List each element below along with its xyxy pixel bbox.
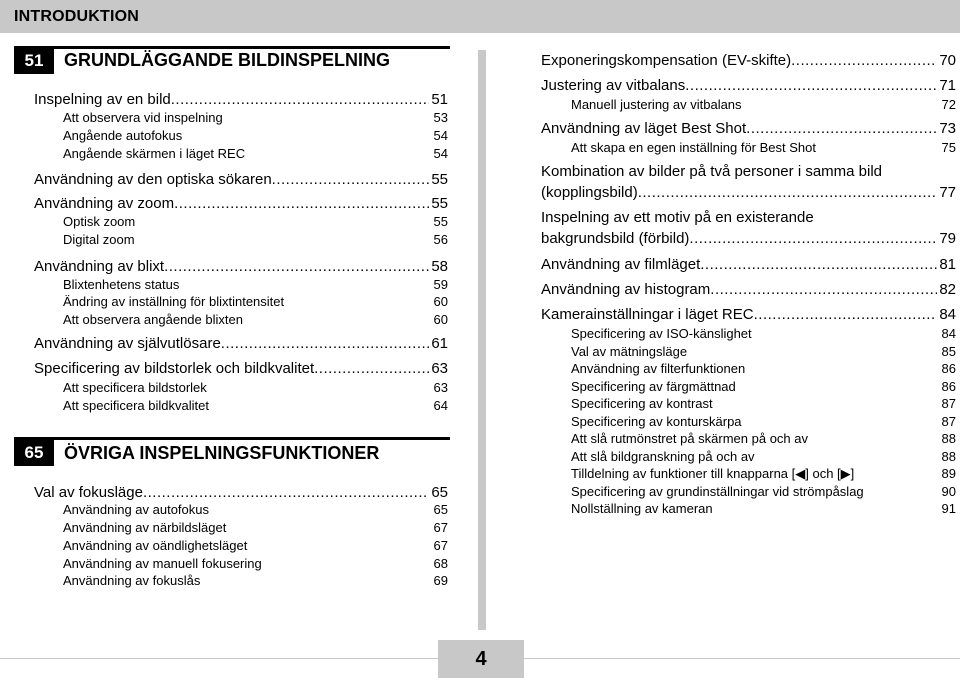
section-title: ÖVRIGA INSPELNINGSFUNKTIONER — [64, 443, 380, 463]
toc-subentry-label: Användning av manuell fokusering — [63, 556, 262, 571]
leader-dots — [174, 195, 429, 212]
toc-entry[interactable] — [34, 171, 448, 188]
leader-dots — [710, 281, 937, 298]
toc-subentry-label: Att specificera bildkvalitet — [63, 398, 209, 413]
toc-entry-page: 55 — [431, 195, 448, 212]
toc-entry-page: 55 — [431, 171, 448, 188]
toc-subentry-label: Specificering av grundinställningar vid strömpåslag — [571, 484, 864, 499]
toc-subentry-label: Specificering av ISO-känslighet — [571, 326, 752, 341]
toc-subentry[interactable] — [571, 379, 956, 394]
toc-subentry-page: 64 — [433, 398, 448, 413]
toc-entry[interactable] — [541, 281, 956, 298]
toc-subentry-page: 67 — [433, 538, 448, 553]
toc-subentry-page: 86 — [941, 379, 956, 394]
toc-subentry-label: Specificering av kontrast — [571, 396, 713, 411]
toc-subentry-page: 87 — [941, 414, 956, 429]
toc-entry[interactable] — [34, 335, 448, 352]
toc-entry-label: Användning av filmläget — [541, 256, 701, 273]
leader-dots — [685, 77, 937, 94]
toc-subentry[interactable] — [571, 449, 956, 464]
toc-subentry-page: 53 — [433, 110, 448, 125]
leader-dots — [143, 484, 429, 501]
toc-subentry-page: 88 — [941, 431, 956, 446]
toc-subentry-label: Blixtenhetens status — [63, 277, 180, 292]
toc-subentry-page: 54 — [433, 128, 448, 143]
toc-subentry[interactable] — [571, 414, 956, 429]
leader-dots — [272, 171, 430, 188]
toc-subentry-label: Att observera angående blixten — [63, 312, 243, 327]
section-number-badge: 51 — [14, 48, 54, 74]
toc-subentry-label: Ändring av inställning för blixtintensitet — [63, 294, 285, 309]
toc-entry-label: Specificering av bildstorlek och bildkvalitet — [34, 360, 315, 377]
toc-subentry[interactable] — [63, 294, 448, 309]
toc-entry-first-line: Inspelning av ett motiv på en existerande — [541, 209, 814, 226]
toc-subentry[interactable] — [571, 97, 956, 112]
leader-dots — [689, 230, 937, 247]
toc-entry-page: 65 — [431, 484, 448, 501]
toc-subentry-label: Användning av närbildsläget — [63, 520, 227, 535]
toc-subentry-page: 69 — [433, 573, 448, 588]
toc-entry-page: 61 — [431, 335, 448, 352]
header-title: INTRODUKTION — [14, 8, 140, 25]
toc-subentry-label: Val av mätningsläge — [571, 344, 688, 359]
leader-dots — [164, 258, 429, 275]
toc-subentry-page: 59 — [433, 277, 448, 292]
section-number-badge: 65 — [14, 440, 54, 466]
toc-entry-page: 79 — [939, 230, 956, 247]
leader-dots — [700, 256, 937, 273]
toc-subentry-page: 67 — [433, 520, 448, 535]
toc-entry-page: 70 — [939, 52, 956, 69]
toc-subentry-label: Att specificera bildstorlek — [63, 380, 207, 395]
toc-subentry-label: Specificering av färgmättnad — [571, 379, 736, 394]
toc-entry-label: Val av fokusläge — [34, 484, 143, 501]
toc-subentry-label: Manuell justering av vitbalans — [571, 97, 742, 112]
toc-entry-label: Justering av vitbalans — [541, 77, 686, 94]
toc-subentry-label: Nollställning av kameran — [571, 501, 713, 516]
toc-entry-label: Användning av läget Best Shot — [541, 120, 747, 137]
toc-entry[interactable] — [34, 195, 448, 212]
toc-entry-page: 84 — [939, 306, 956, 323]
toc-subentry-page: 87 — [941, 396, 956, 411]
section-title: GRUNDLÄGGANDE BILDINSPELNING — [64, 50, 391, 70]
toc-subentry-label: Digital zoom — [63, 232, 135, 247]
leader-dots — [314, 360, 429, 377]
toc-entry-page: 58 — [431, 258, 448, 275]
toc-entry[interactable] — [541, 184, 956, 201]
toc-entry-label: (kopplingsbild) — [541, 184, 638, 201]
toc-subentry-page: 60 — [433, 312, 448, 327]
toc-entry-page: 82 — [939, 281, 956, 298]
leader-dots — [754, 306, 938, 323]
toc-subentry-page: 84 — [941, 326, 956, 341]
leader-dots — [221, 335, 430, 352]
column-divider — [478, 50, 486, 630]
section-rule — [14, 437, 450, 440]
toc-subentry-label: Specificering av konturskärpa — [571, 414, 742, 429]
toc-entry[interactable] — [541, 77, 956, 94]
toc-subentry-page: 72 — [941, 97, 956, 112]
toc-subentry-page: 56 — [433, 232, 448, 247]
toc-subentry-page: 68 — [433, 556, 448, 571]
toc-subentry-label: Användning av filterfunktionen — [571, 361, 746, 376]
toc-subentry[interactable] — [63, 214, 448, 229]
page-number: 4 — [438, 640, 524, 678]
toc-subentry[interactable] — [63, 380, 448, 395]
toc-entry-first-line: Kombination av bilder på två personer i samma bild — [541, 163, 883, 180]
toc-subentry-label: Att skapa en egen inställning för Best Shot — [571, 140, 816, 155]
toc-subentry[interactable] — [571, 484, 956, 499]
toc-entry-label: Användning av den optiska sökaren — [34, 171, 272, 188]
toc-subentry-page: 60 — [433, 294, 448, 309]
toc-subentry-label: Optisk zoom — [63, 214, 136, 229]
toc-subentry-page: 54 — [433, 146, 448, 161]
toc-subentry[interactable] — [571, 396, 956, 411]
toc-entry[interactable] — [34, 360, 448, 377]
toc-entry-label: Inspelning av en bild — [34, 91, 171, 108]
toc-subentry[interactable] — [571, 361, 956, 376]
toc-subentry[interactable] — [63, 110, 448, 125]
toc-subentry[interactable] — [63, 520, 448, 535]
toc-subentry[interactable] — [63, 277, 448, 292]
toc-entry[interactable] — [541, 52, 956, 69]
toc-subentry-label: Användning av autofokus — [63, 502, 209, 517]
toc-entry-label: Kamerainställningar i läget REC — [541, 306, 754, 323]
toc-subentry-page: 89 — [941, 466, 956, 481]
toc-subentry[interactable] — [571, 344, 956, 359]
toc-entry-label: Användning av zoom — [34, 195, 175, 212]
toc-entry[interactable] — [34, 258, 448, 275]
toc-entry[interactable] — [541, 256, 956, 273]
toc-subentry[interactable] — [63, 398, 448, 413]
leader-dots — [171, 91, 430, 108]
toc-entry[interactable] — [34, 484, 448, 501]
toc-subentry[interactable] — [63, 556, 448, 571]
leader-dots — [746, 120, 937, 137]
toc-subentry[interactable] — [63, 573, 448, 588]
toc-subentry[interactable] — [571, 140, 956, 155]
toc-subentry-page: 65 — [433, 502, 448, 517]
toc-subentry-label: Tilldelning av funktioner till knapparna [◀] och [▶] — [571, 466, 855, 481]
toc-entry-page: 73 — [939, 120, 956, 137]
toc-subentry-label: Angående autofokus — [63, 128, 183, 143]
toc-subentry[interactable] — [63, 146, 448, 161]
toc-subentry[interactable] — [63, 502, 448, 517]
toc-entry-label: Användning av självutlösare — [34, 335, 221, 352]
toc-entry-page: 77 — [939, 184, 956, 201]
toc-subentry-page: 85 — [941, 344, 956, 359]
toc-subentry-page: 63 — [433, 380, 448, 395]
toc-entry-page: 81 — [939, 256, 956, 273]
toc-subentry-label: Att observera vid inspelning — [63, 110, 223, 125]
toc-entry[interactable] — [34, 91, 448, 108]
toc-subentry-page: 91 — [941, 501, 956, 516]
toc-subentry-page: 86 — [941, 361, 956, 376]
toc-subentry[interactable] — [63, 312, 448, 327]
toc-subentry[interactable] — [571, 326, 956, 341]
toc-subentry-label: Att slå rutmönstret på skärmen på och av — [571, 431, 808, 446]
toc-entry[interactable] — [541, 230, 956, 247]
toc-subentry-label: Angående skärmen i läget REC — [63, 146, 246, 161]
toc-entry-label: bakgrundsbild (förbild) — [541, 230, 690, 247]
toc-subentry[interactable] — [571, 466, 956, 482]
toc-entry[interactable] — [541, 306, 956, 323]
toc-subentry[interactable] — [571, 501, 956, 516]
toc-subentry-page: 90 — [941, 484, 956, 499]
toc-entry-page: 51 — [431, 91, 448, 108]
toc-entry-label: Användning av histogram — [541, 281, 711, 298]
toc-entry-label: Exponeringskompensation (EV-skifte) — [541, 52, 792, 69]
toc-subentry-label: Användning av oändlighetsläget — [63, 538, 248, 553]
toc-subentry[interactable] — [63, 232, 448, 247]
toc-entry[interactable] — [541, 120, 956, 137]
toc-subentry[interactable] — [63, 538, 448, 553]
toc-entry-label: Användning av blixt — [34, 258, 165, 275]
toc-entry-page: 71 — [939, 77, 956, 94]
toc-subentry-label: Användning av fokuslås — [63, 573, 201, 588]
leader-dots — [791, 52, 937, 69]
toc-subentry[interactable] — [571, 431, 956, 446]
toc-subentry-label: Att slå bildgranskning på och av — [571, 449, 755, 464]
toc-subentry-page: 75 — [941, 140, 956, 155]
toc-subentry-page: 55 — [433, 214, 448, 229]
leader-dots — [638, 184, 938, 201]
toc-subentry-page: 88 — [941, 449, 956, 464]
header-bar — [0, 0, 960, 33]
toc-subentry[interactable] — [63, 128, 448, 143]
toc-entry-page: 63 — [431, 360, 448, 377]
section-rule — [14, 46, 450, 49]
